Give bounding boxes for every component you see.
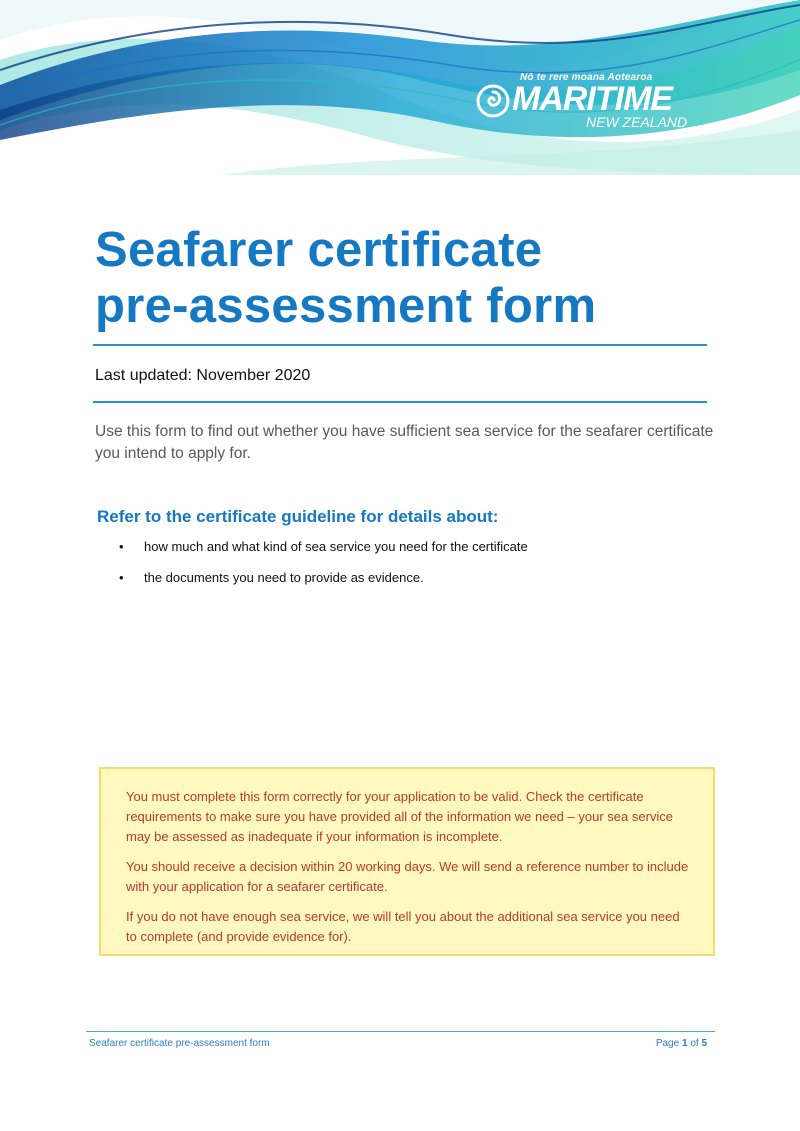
page-title bbox=[95, 222, 596, 334]
logo-wordmark: MARITIME bbox=[512, 80, 673, 118]
last-updated: Last updated: November 2020 bbox=[95, 367, 311, 384]
bullet-icon: • bbox=[119, 539, 124, 554]
guideline-list bbox=[119, 538, 528, 600]
logo-tagline: Nō te rere moana Aotearoa bbox=[520, 72, 653, 83]
maritime-nz-logo bbox=[476, 72, 716, 134]
page-current: 1 bbox=[681, 1038, 688, 1049]
refer-heading: Refer to the certificate guideline for details about: bbox=[97, 507, 499, 526]
page-label: Page bbox=[655, 1038, 680, 1049]
list-item-text: the documents you need to provide as evidence. bbox=[144, 570, 424, 585]
page-total: 5 bbox=[701, 1038, 707, 1049]
notice-box bbox=[99, 767, 715, 956]
page-title-line-1: Seafarer certificate bbox=[95, 223, 543, 277]
koru-emblem-icon bbox=[476, 84, 510, 118]
page-title-line-2: pre-assessment form bbox=[95, 279, 597, 333]
bullet-icon: • bbox=[119, 570, 124, 585]
notice-paragraph: If you do not have enough sea service, we will tell you about the additional sea service you need to complete (and provide evidence for). bbox=[126, 909, 680, 944]
footer-divider bbox=[86, 1031, 715, 1032]
list-item bbox=[119, 569, 528, 600]
updated-divider bbox=[93, 401, 707, 403]
intro-paragraph: Use this form to find out whether you have sufficient sea service for the seafarer certificate you intend to apply for. bbox=[95, 423, 714, 462]
footer-doc-name: Seafarer certificate pre-assessment form bbox=[89, 1038, 270, 1049]
list-item-text: how much and what kind of sea service you need for the certificate bbox=[144, 539, 528, 554]
footer-page-number bbox=[656, 1038, 707, 1049]
title-divider bbox=[93, 344, 707, 346]
notice-paragraph: You must complete this form correctly for your application to be valid. Check the certificate requirements to make sure you have provided all of the information we need – your sea service may be assessed as inadequate if your information is incomplete. bbox=[126, 789, 674, 844]
logo-subname: NEW ZEALAND bbox=[586, 114, 688, 130]
page-of: of bbox=[690, 1038, 699, 1049]
notice-paragraph: You should receive a decision within 20 working days. We will send a reference number to include with your application for a seafarer certificate. bbox=[126, 859, 689, 894]
list-item bbox=[119, 538, 528, 569]
